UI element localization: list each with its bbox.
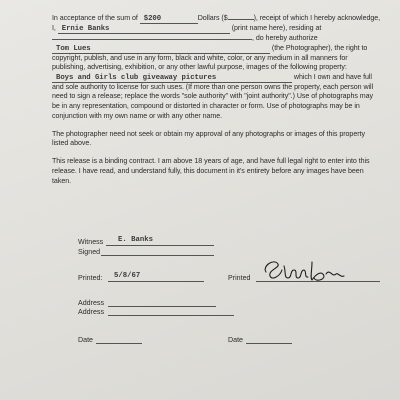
text-print-name: (print name here), residing at (231, 24, 322, 32)
text-photographer-rights: (the Photographer), the right to copyright, publish, and use in any form, black and white, color, or any medium in all manners for publishing, advertising, exhibition, or any other lawful purpose, images of the following property: (52, 43, 368, 72)
print-name-field[interactable]: Ernie Banks (58, 25, 230, 34)
signed-label: Signed (78, 248, 101, 256)
release-paragraph-2: The photographer need not seek or obtain my approval of any photographs or images of this property listed above. (52, 129, 365, 148)
text-authorize: , do hereby authorize (252, 34, 318, 42)
text-receipt: ), receipt of which I hereby acknowledge, I, (52, 14, 381, 32)
address-line-1[interactable] (108, 306, 216, 307)
address-label-1: Address (78, 299, 105, 307)
text-authority: which I own and have full and sole authority to license for such uses. (If more than one person owns the property, each person will need to sign a release; replace the words "sole authority" with "joint authority".) Use of photographs may be in any representation, compound or distorted in character or form. Use of photographs may be in conjunction with my own name or with any other name. (52, 72, 374, 120)
witness-label: Witness (78, 238, 104, 246)
printed-label-left: Printed: (78, 274, 103, 282)
property-field[interactable]: Boys and Girls club giveaway pictures (52, 74, 292, 83)
date-line-left[interactable] (96, 343, 142, 344)
printed-line-left[interactable] (108, 281, 204, 282)
date-line-right[interactable] (246, 343, 292, 344)
amount-field[interactable]: $200 (140, 15, 198, 24)
text-acceptance: In acceptance of the sum of (52, 14, 138, 22)
witness-value: E. Banks (118, 236, 154, 244)
date-label-right: Date (228, 336, 243, 344)
address-label-2: Address (78, 308, 105, 316)
signed-line[interactable] (101, 255, 214, 256)
printed-date-value: 5/8/67 (114, 272, 141, 280)
printed-label-right: Printed (228, 274, 251, 282)
release-paragraph-3: This release is a binding contract. I am above 18 years of age, and have full legal right to enter into this release. I have read, and understand fully, this document in it's entirety before any images have been taken. (52, 157, 370, 185)
text-dollars: Dollars ($ (197, 14, 228, 22)
date-label-left: Date (78, 336, 93, 344)
signature-scribble (260, 256, 350, 286)
address-line-2[interactable] (108, 315, 234, 316)
witness-line[interactable] (106, 245, 214, 246)
photographer-field[interactable]: Tom Lues (52, 45, 270, 54)
